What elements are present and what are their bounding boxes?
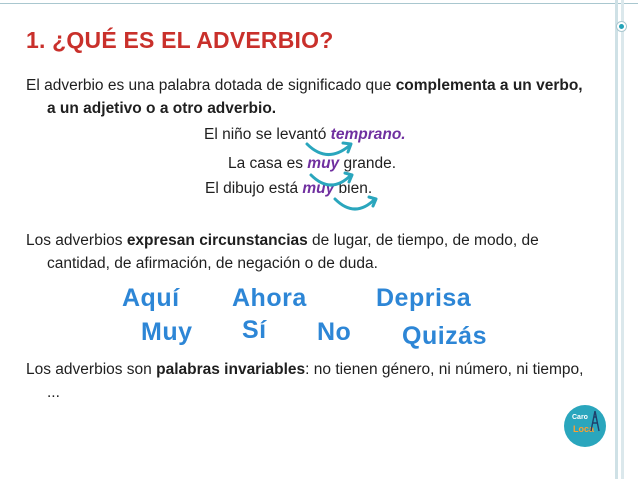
side-rule-outer bbox=[615, 0, 618, 479]
arc-arrow-icon-3 bbox=[329, 195, 379, 217]
invariables-bold-a: palabras invariables bbox=[156, 361, 306, 378]
example-1-adverb: temprano. bbox=[330, 126, 406, 143]
circumstances-bold-a: expresan circunstancias bbox=[126, 232, 308, 249]
definition-paragraph bbox=[26, 74, 587, 120]
adverb-word-aqui: Aquí bbox=[122, 284, 180, 312]
top-rule bbox=[0, 3, 638, 4]
example-3-adverb: muy bbox=[302, 180, 335, 197]
adverb-word-quizas: Quizás bbox=[402, 322, 487, 350]
adverb-word-no: No bbox=[317, 318, 352, 346]
example-3-after: bien. bbox=[334, 180, 373, 197]
circumstances-text-b: de lugar, de tiempo, de modo, de cantidad, de afirmación, de negación o de duda. bbox=[47, 232, 539, 272]
example-3-before: El dibujo está bbox=[205, 180, 303, 197]
brand-logo bbox=[564, 405, 606, 447]
slide-title: 1. ¿QUÉ ES EL ADVERBIO? bbox=[26, 27, 334, 53]
example-1-before: El niño se levantó bbox=[204, 126, 331, 143]
logo-text-line1: Caro bbox=[572, 414, 588, 421]
arc-arrow-icon-1 bbox=[303, 140, 355, 162]
invariables-text-a: Los adverbios son bbox=[26, 361, 157, 378]
definition-bold-c: a otro adverbio. bbox=[159, 100, 277, 117]
adverb-word-si: Sí bbox=[242, 316, 267, 344]
eiffel-tower-icon bbox=[588, 410, 602, 432]
side-rule-inner bbox=[621, 0, 624, 479]
circumstances-text-a: Los adverbios bbox=[26, 232, 127, 249]
definition-text-a: El adverbio es una palabra dotada de significado que bbox=[26, 77, 396, 94]
example-2-after: grande. bbox=[339, 155, 397, 172]
side-dot-ornament bbox=[616, 21, 627, 32]
example-2-before: La casa es bbox=[228, 155, 308, 172]
circumstances-paragraph bbox=[26, 229, 587, 275]
definition-bold-b: a un adjetivo o bbox=[47, 100, 156, 117]
logo-text-line2: Loca bbox=[573, 424, 595, 434]
invariables-paragraph bbox=[26, 358, 587, 404]
adverb-word-muy: Muy bbox=[141, 318, 193, 346]
example-2-adverb: muy bbox=[307, 155, 340, 172]
adverb-word-deprisa: Deprisa bbox=[376, 284, 472, 312]
arc-arrow-icon-2 bbox=[305, 171, 355, 193]
adverb-word-ahora: Ahora bbox=[232, 284, 307, 312]
invariables-text-b: : no tienen género, ni número, ni tiempo, ... bbox=[47, 361, 584, 401]
definition-bold-a: complementa a un verbo, bbox=[395, 77, 583, 94]
